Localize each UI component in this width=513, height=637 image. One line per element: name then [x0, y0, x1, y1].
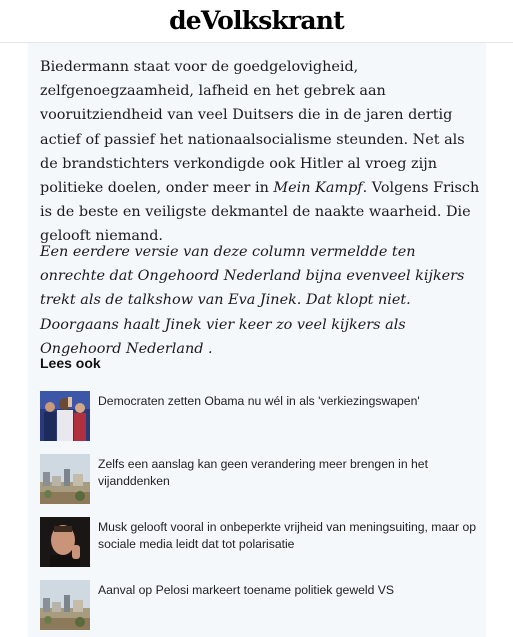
portrait-photo-thumbnail — [40, 517, 90, 567]
volkskrant-logo[interactable]: deVolkskrant — [169, 6, 344, 35]
rally-photo-thumbnail — [40, 391, 90, 441]
paragraph-text: Biedermann staat voor de goedgelovigheid, zelfgenoegzaamheid, lafheid en het gebrek aan vooruitziendheid van veel Duitsers die in de jaren dertig actief of passief het nationaalsocialisme steunden. Net als de brandstichters verkondigde ook Hitler al vroeg zijn politieke doelen, onder meer in — [40, 59, 465, 197]
lees-ook-item[interactable] — [40, 391, 480, 441]
lees-ook-item[interactable] — [40, 454, 480, 504]
lees-ook-title: Aanval op Pelosi markeert toename politiek geweld VS — [98, 583, 395, 597]
lees-ook-item[interactable] — [40, 580, 480, 630]
lees-ook-heading: Lees ook — [40, 355, 101, 371]
paragraph-text: . Volgens Frisch is de beste en veiligste dekmantel de naakte waarheid. Die gelooft niemand. — [40, 180, 480, 245]
site-header — [0, 0, 513, 43]
article-body — [28, 43, 486, 637]
book-title: Mein Kampf — [273, 180, 363, 197]
article-paragraph — [40, 55, 480, 249]
correction-note: Een eerdere versie van deze column vermeldde ten onrechte dat Ongehoord Nederland bijna evenveel kijkers trekt als de talkshow van Eva Jinek. Dat klopt niet. Doorgaans haalt Jinek vier keer zo veel kijkers als Ongehoord Nederland . — [40, 244, 465, 357]
city-skyline-photo-thumbnail — [40, 580, 90, 630]
lees-ook-title: Democraten zetten Obama nu wél in als 'verkiezingswapen' — [98, 394, 420, 408]
lees-ook-title: Musk gelooft vooral in onbeperkte vrijheid van meningsuiting, maar op sociale media leidt dat tot polarisatie — [98, 520, 477, 551]
lees-ook-item[interactable] — [40, 517, 480, 567]
lees-ook-title: Zelfs een aanslag kan geen verandering meer brengen in het vijanddenken — [98, 457, 428, 488]
city-skyline-photo-thumbnail — [40, 454, 90, 504]
